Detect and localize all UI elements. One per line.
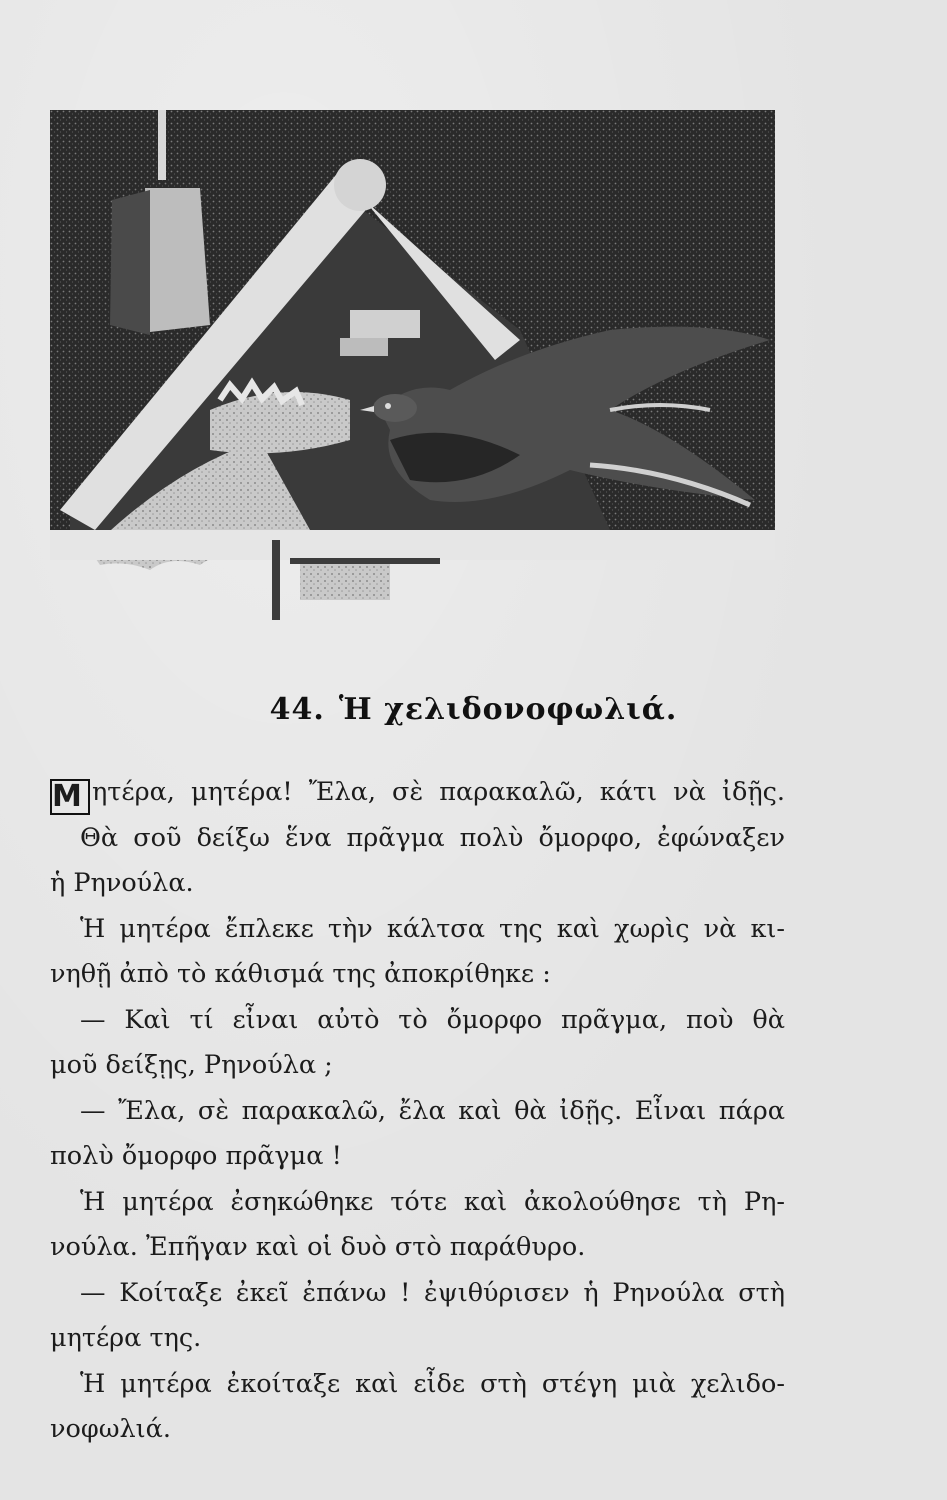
text-line: Θὰ σοῦ δείξω ἕνα πρᾶγμα πολὺ ὄμορφο, ἐφώναξεν bbox=[80, 822, 785, 853]
story-text bbox=[50, 770, 785, 1453]
pole bbox=[158, 110, 166, 180]
chimney bbox=[145, 188, 210, 332]
text-line: νοφωλιά. bbox=[50, 1414, 171, 1444]
text-line: — Ἔλα, σὲ παρακαλῶ, ἔλα καὶ θὰ ἰδῇς. Εἶναι πάρα bbox=[80, 1095, 785, 1126]
drop-cap: Μ bbox=[50, 779, 90, 815]
text-line: μητέρα της. bbox=[50, 1323, 202, 1353]
text-line: Ἡ μητέρα ἔπλεκε τὴν κάλτσα της καὶ χωρὶς νὰ κι- bbox=[80, 913, 785, 944]
text-line: — Καὶ τί εἶναι αὐτὸ τὸ ὄμορφο πρᾶγμα, ποὺ θὰ bbox=[80, 1004, 785, 1035]
text-line: νούλα. Ἐπῆγαν καὶ οἱ δυὸ στὸ παράθυρο. bbox=[50, 1232, 586, 1262]
text-line: Μ ητέρα, μητέρα! Ἔλα, σὲ παρακαλῶ, κάτι νὰ ἰδῇς. bbox=[52, 777, 785, 814]
attic-window bbox=[350, 310, 420, 338]
text-line: μοῦ δείξῃς, Ρηνούλα ; bbox=[50, 1050, 333, 1080]
swallow-nest-illustration bbox=[50, 110, 780, 630]
text-line: Ἡ μητέρα ἐσηκώθηκε τότε καὶ ἀκολούθησε τὴ Ρη- bbox=[80, 1186, 785, 1217]
chapter-title bbox=[0, 692, 947, 727]
text-line: πολὺ ὄμορφο πρᾶγμα ! bbox=[50, 1141, 342, 1171]
text-line: ἡ Ρηνούλα. bbox=[50, 868, 194, 898]
text-line: — Κοίταξε ἐκεῖ ἐπάνω ! ἐψιθύρισεν ἡ Ρηνούλα στὴ bbox=[80, 1277, 785, 1308]
text-line: Ἡ μητέρα ἐκοίταξε καὶ εἶδε στὴ στέγη μιὰ χελιδο- bbox=[80, 1368, 785, 1399]
roof-peak-knob bbox=[334, 159, 386, 211]
chapter-title-text: Ἡ χελιδονοφωλιά. bbox=[338, 692, 678, 727]
text-line: νηθῇ ἀπὸ τὸ κάθισμά της ἀποκρίθηκε : bbox=[50, 959, 551, 989]
chapter-number: 44. bbox=[269, 692, 325, 727]
